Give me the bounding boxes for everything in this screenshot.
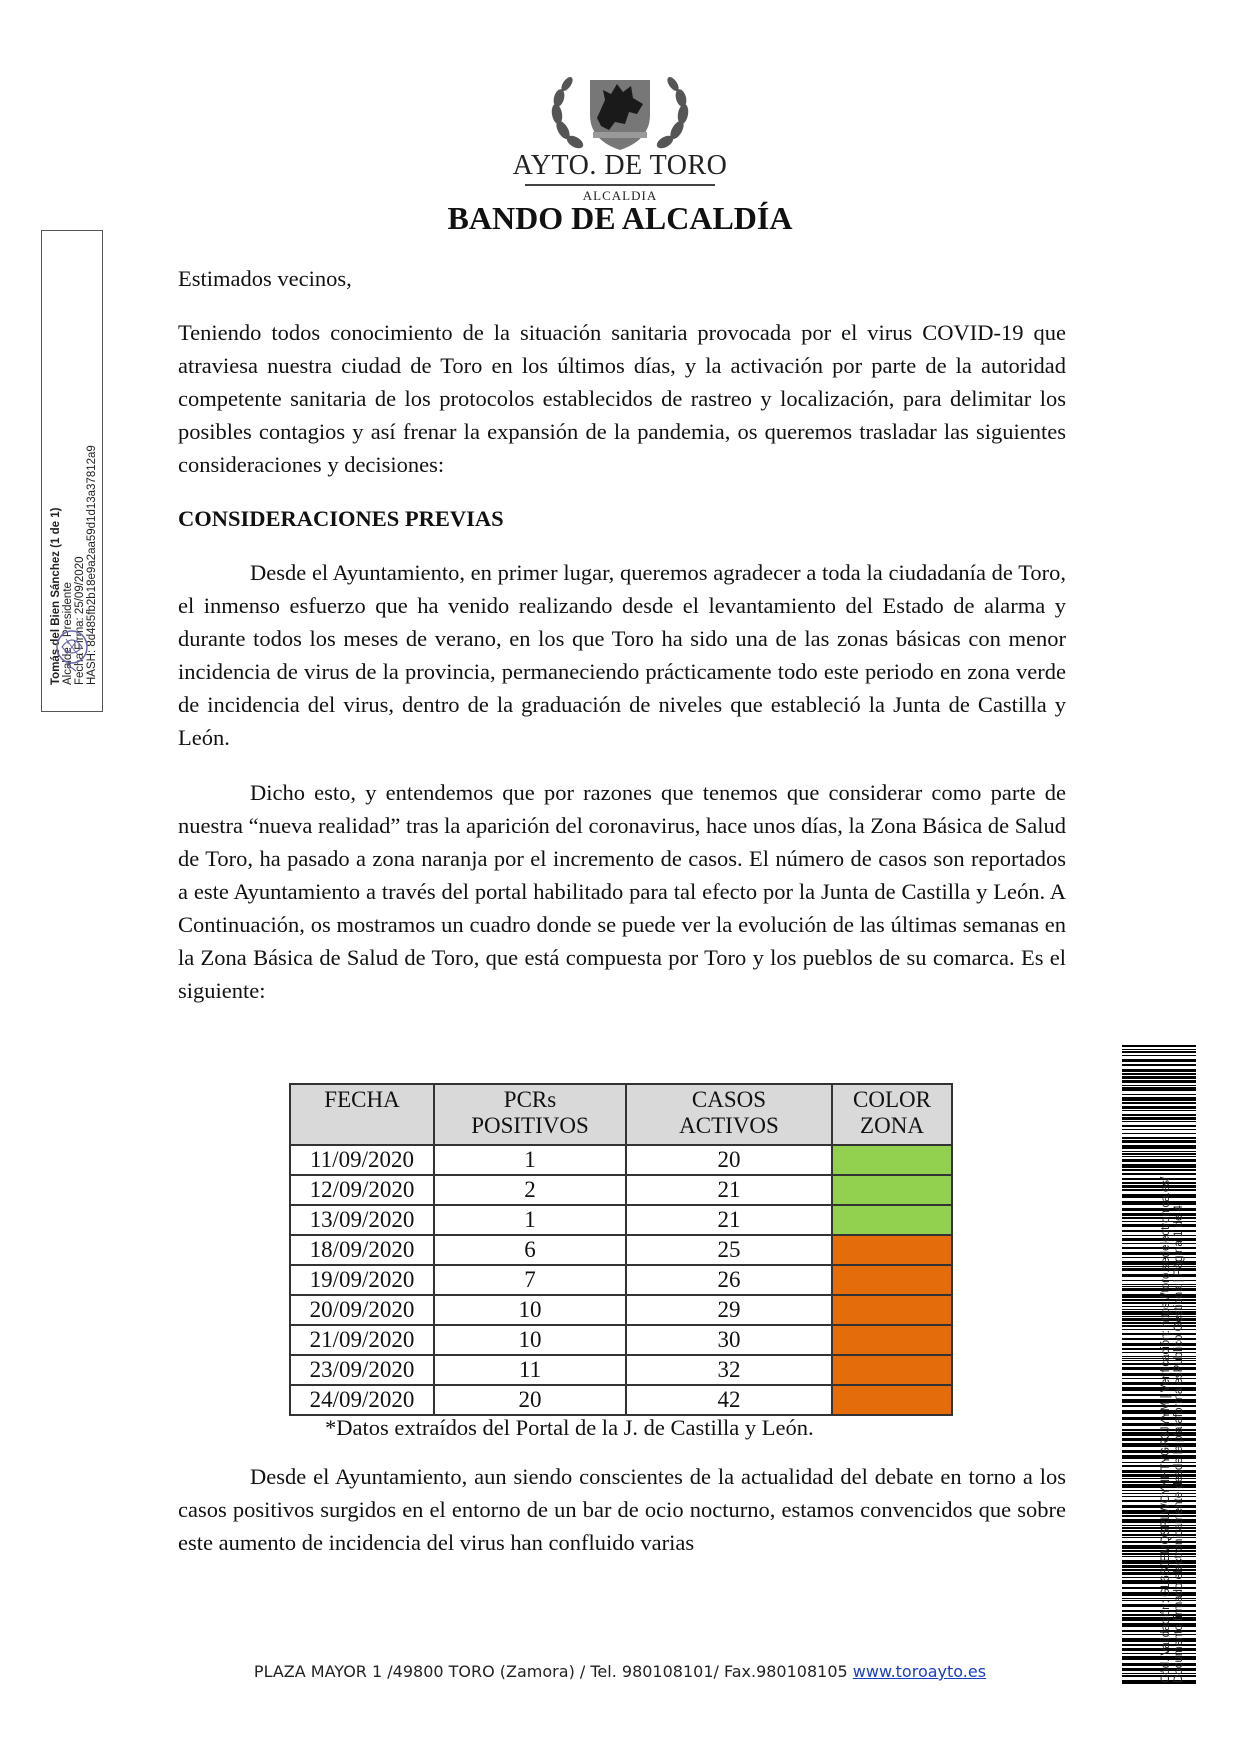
cell-pcrs: 1 [434,1205,626,1235]
table-row [290,1175,952,1205]
cell-color-zona [832,1145,952,1175]
header-color-zona: COLOR ZONA [832,1084,952,1145]
document-title: BANDO DE ALCALDÍA [447,200,793,236]
cell-pcrs: 6 [434,1235,626,1265]
table-row [290,1325,952,1355]
greeting: Estimados vecinos, [178,266,352,291]
cell-fecha: 24/09/2020 [290,1385,434,1415]
cell-fecha: 18/09/2020 [290,1235,434,1265]
logo-name: AYTO. DE TORO [512,150,728,181]
cell-fecha: 23/09/2020 [290,1355,434,1385]
signature-box [41,230,103,712]
cell-casos: 21 [626,1205,832,1235]
paragraph-2: Dicho esto, y entendemos que por razones que tenemos que considerar como parte de nuestra “nueva realidad” tras la aparición del coronavirus, hace unos días, la Zona Básica de Salud de Toro, ha pasado a zona naranja por el incremento de casos. El número de casos son reportados a este Ayuntamiento a través del portal habilitado para tal efecto por la Junta de Castilla y León. A Continuación, os mostramos un cuadro donde se puede ver la evolución de las últimas semanas en la Zona Básica de Salud de Toro, que está compuesta por Toro y los pueblos de su comarca. Es el siguiente: [178,780,1066,1003]
website-link[interactable]: www.toroayto.es [852,1662,987,1681]
logo-subtitle: ALCALDIA [582,188,658,203]
header-casos: CASOS ACTIVOS [626,1084,832,1145]
cell-fecha: 12/09/2020 [290,1175,434,1205]
cell-casos: 32 [626,1355,832,1385]
footer-address: PLAZA MAYOR 1 /49800 TORO (Zamora) / Tel. 980108101/ Fax.980108105 [253,1662,848,1681]
cell-casos: 29 [626,1295,832,1325]
cell-fecha: 19/09/2020 [290,1265,434,1295]
cell-pcrs: 20 [434,1385,626,1415]
verification-text [1160,1073,1186,1683]
cell-pcrs: 7 [434,1265,626,1295]
signature-text [50,245,98,685]
cell-fecha: 11/09/2020 [290,1145,434,1175]
cell-color-zona [832,1235,952,1265]
cell-pcrs: 1 [434,1145,626,1175]
table-header-row [290,1084,952,1145]
cell-casos: 30 [626,1325,832,1355]
cell-pcrs: 10 [434,1325,626,1355]
cell-color-zona [832,1175,952,1205]
verification-platform: Documento firmado electrónicamente desde la plataforma esPublico Gestiona | Página 1 de 4 [1173,1205,1185,1683]
table-row [290,1205,952,1235]
signature-date: Fecha Firma: 25/09/2020 [74,556,86,685]
cell-color-zona [832,1385,952,1415]
cell-color-zona [832,1205,952,1235]
cell-pcrs: 2 [434,1175,626,1205]
signer-role: Alcalde - Presidente [62,582,74,685]
cell-casos: 42 [626,1385,832,1415]
signature-hash: HASH: 8d485fb2b18e9a2aa59d1d13a37812a9 [86,445,98,685]
table-row [290,1355,952,1385]
logo-divider [525,184,715,186]
cell-fecha: 21/09/2020 [290,1325,434,1355]
cell-casos: 21 [626,1175,832,1205]
table-body [290,1145,952,1415]
council-logo [440,70,800,205]
toro-crest-emblem [545,70,695,152]
footer [0,1662,1240,1681]
cell-color-zona [832,1325,952,1355]
cases-table [289,1083,953,1416]
table-footnote: *Datos extraídos del Portal de la J. de Castilla y León. [325,1415,814,1440]
seal-icon [54,625,90,673]
cell-pcrs: 10 [434,1295,626,1325]
paragraph-1: Desde el Ayuntamiento, en primer lugar, queremos agradecer a toda la ciudadanía de Toro, el inmenso esfuerzo que ha venido realizando desde el levantamiento del Estado de alarma y durante todos los meses de verano, en los que Toro ha sido una de las zonas básicas con menor incidencia de virus de la provincia, permaneciendo prácticamente todo este periodo en zona verde de incidencia del virus, dentro de la graduación de niveles que estableció la Junta de Castilla y León. [178,560,1066,750]
header-fecha: FECHA [290,1084,434,1145]
cell-casos: 26 [626,1265,832,1295]
cell-color-zona [832,1265,952,1295]
cell-color-zona [832,1295,952,1325]
header-pcrs: PCRs POSITIVOS [434,1084,626,1145]
paragraph-3: Desde el Ayuntamiento, aun siendo conscientes de la actualidad del debate en torno a los casos positivos surgidos en el entorno de un bar de ocio nocturno, estamos convencidos que sobre este aumento de incidencia del virus han confluido varias [178,1464,1066,1555]
cell-casos: 25 [626,1235,832,1265]
intro-paragraph: Teniendo todos conocimiento de la situación sanitaria provocada por el virus COVID-19 que atraviesa nuestra ciudad de Toro en los últimos días, y la activación por parte de la autoridad competente sanitaria de los protocolos establecidos de rastreo y localización, para delimitar los posibles contagios y así frenar la expansión de la pandemia, os queremos trasladar las siguientes consideraciones y decisiones: [178,320,1066,477]
table-row [290,1265,952,1295]
cell-fecha: 20/09/2020 [290,1295,434,1325]
signer-name: Tomás del Bien Sánchez (1 de 1) [50,507,62,685]
cell-fecha: 13/09/2020 [290,1205,434,1235]
cell-color-zona [832,1355,952,1385]
cell-pcrs: 11 [434,1355,626,1385]
verification-code: Cód. Validación: GL6SJEMQSRLWCYNHTYGR3JYYM | Verificación: https://toro.sedelectronica.es/ [1160,1176,1172,1683]
table-row [290,1385,952,1415]
table-row [290,1145,952,1175]
table-row [290,1235,952,1265]
section-heading: CONSIDERACIONES PREVIAS [178,506,504,531]
table-row [290,1295,952,1325]
cell-casos: 20 [626,1145,832,1175]
